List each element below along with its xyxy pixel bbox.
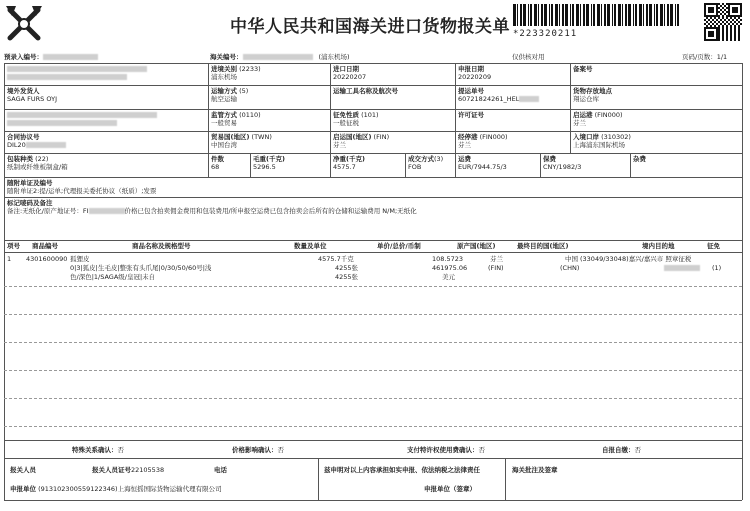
special-relation: 特殊关系确认：否: [72, 446, 124, 454]
item-name-line-2: 0|3|狐皮|生毛皮|整张有头爪尾|0/30/50/60号|浅: [70, 264, 212, 272]
item-total-price: 461975.06: [432, 264, 468, 272]
col-origin: 原产国(地区): [457, 242, 496, 250]
remarks: 标记唛码及备注 备注:无纸化/原产地证号：FI 价格已包含拍卖佣金费用和包装费用/所申报空运费已包含拍卖会后所有的仓储和运输费用 N/M;无纸化: [7, 199, 417, 215]
overseas-shipper: 境外发货人 SAGA FURS OYJ: [7, 87, 57, 103]
item-domestic-blur: [662, 263, 702, 273]
bill-of-lading: 提运单号 60721824261_HEL: [456, 86, 568, 104]
insurance: 保费 CNY/1982/3: [543, 155, 582, 171]
stamp-label: 申报单位（签章）: [424, 485, 476, 493]
item-qty-3: 4255张: [335, 273, 359, 281]
page-title: 中华人民共和国海关进口货物报关单: [230, 17, 510, 37]
contract-no: 合同协议号 DIL20: [5, 132, 205, 150]
pieces: 件数 68: [211, 155, 224, 171]
col-qty: 数量及单位: [294, 242, 327, 250]
import-date: 进口日期 20220207: [333, 65, 367, 81]
item-origin-code: (FIN): [488, 264, 504, 272]
deal-mode: 成交方式(3) FOB: [408, 155, 444, 171]
col-name: 商品名称及规格型号: [132, 242, 191, 250]
attached-docs: 随附单证及编号 随附单证2:提/运单;代理报关委托协议（纸质）;发票: [7, 179, 157, 195]
declarant-cert: 报关人员证号22105538: [92, 466, 165, 474]
col-price: 单价/总价/币制: [377, 242, 421, 250]
domestic-consignee: [5, 64, 205, 85]
col-levy: 征免: [707, 242, 720, 250]
item-no: 1: [7, 255, 12, 263]
storage-location: 货物存放地点 翔运仓库: [573, 87, 612, 103]
item-dest: 中国: [565, 255, 578, 263]
customs-emblem: [2, 2, 46, 46]
royalty: 支付特许权使用费确认：否: [407, 446, 485, 454]
barcode: [513, 4, 683, 39]
item-qty-2: 4255张: [335, 264, 359, 272]
net-weight: 净重(千克) 4575.7: [333, 155, 365, 171]
filing-no: 备案号: [573, 65, 593, 73]
misc-fee: 杂费: [633, 155, 646, 163]
transport-mode: 运输方式 (5) 航空运输: [211, 87, 249, 103]
entry-place: 入境口岸 (310302) 上海浦东国际机场: [573, 133, 631, 149]
item-dest-code: (CHN): [560, 264, 580, 272]
col-code: 商品编号: [32, 242, 58, 250]
item-levy-code: (1): [712, 264, 722, 272]
transit-port: 经停港 (FIN000) 芬兰: [458, 133, 508, 149]
col-dest: 最终目的国(地区): [517, 242, 569, 250]
item-name-line-1: 狐狸皮: [70, 255, 90, 263]
legal-statement: 兹申明对以上内容承担如实申报、依法纳税之法律责任: [324, 466, 480, 474]
self-declare: 自报自缴：否: [602, 446, 641, 454]
pre-entry-label: 预录入编号：: [2, 52, 100, 62]
qr-code: [704, 3, 742, 41]
license-no: 许可证号: [458, 111, 484, 119]
verify-note: 仅供核对用: [512, 53, 545, 61]
levy-nature: 征免性质 (101) 一般征税: [333, 111, 379, 127]
declarant-label: 报关人员: [10, 466, 36, 474]
customs-note-label: 海关批注及签章: [512, 466, 558, 474]
item-currency: 美元: [442, 273, 455, 281]
col-domestic-dest: 境内目的地: [642, 242, 675, 250]
origin-country: 启运国(地区) (FIN) 芬兰: [333, 133, 390, 149]
freight: 运费 EUR/7944.75/3: [458, 155, 507, 171]
entry-port: 进境关别 (2233) 浦东机场: [211, 65, 261, 81]
price-influence: 价格影响确认：否: [232, 446, 284, 454]
phone-label: 电话: [214, 466, 227, 474]
package-type: 包装种类 (22) 纸制或纤维板制盒/箱: [7, 155, 68, 171]
col-no: 项号: [7, 242, 20, 250]
item-origin: 芬兰: [490, 255, 503, 263]
item-domestic-dest: (33049/33048)嘉兴/嘉兴市 照章征税: [580, 255, 692, 263]
barcode-text: *223320211: [513, 29, 578, 39]
vehicle-voyage: 运输工具名称及航次号: [333, 87, 398, 95]
page-indicator: 页码/页数：1/1: [682, 53, 728, 61]
consumer-unit: [5, 110, 205, 128]
customs-no: 海关编号： (浦东机场): [210, 53, 350, 61]
item-qty-1: 4575.7千克: [318, 255, 354, 263]
item-unit-price: 108.5723: [432, 255, 464, 263]
declaring-unit: 申报单位 (913102300559122346)上海恒摇国际货物运输代理有限公司: [10, 485, 222, 493]
item-code: 4301600090: [26, 255, 68, 263]
supervision-mode: 监管方式 (0110) 一般贸易: [211, 111, 261, 127]
item-name-line-3: 色/深色|1/SAGA级/皇冠|未自: [70, 273, 156, 281]
trade-country: 贸易国(地区) (TWN) 中国台湾: [211, 133, 272, 149]
departure-port: 启运港 (FIN000) 芬兰: [573, 111, 623, 127]
gross-weight: 毛重(千克) 5296.5: [253, 155, 285, 171]
declare-date: 申报日期 20220209: [458, 65, 492, 81]
